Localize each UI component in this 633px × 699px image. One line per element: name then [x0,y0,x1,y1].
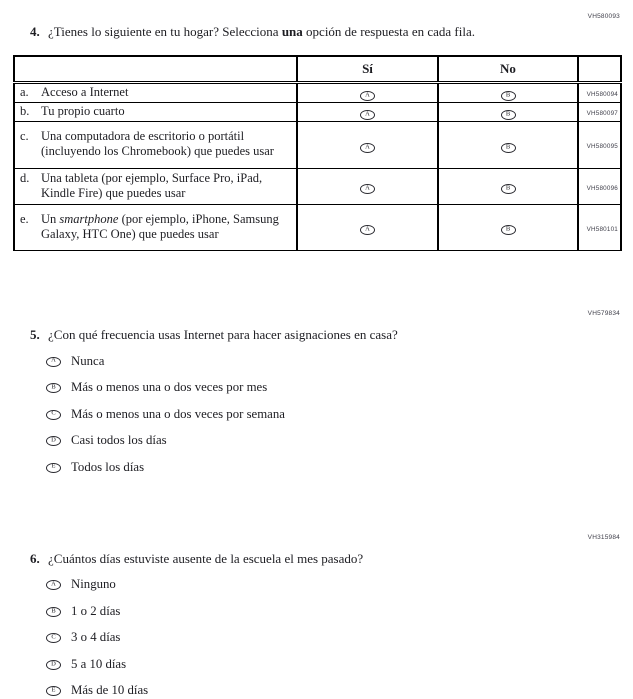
q5-option-d [46,433,620,449]
row-c-letter: c. [20,129,29,144]
row-e-no-cell [438,204,578,250]
column-header-item [14,56,297,82]
row-a-label-text: Acceso a Internet [41,84,129,99]
q6-option-c-oval[interactable] [46,633,61,643]
oval-letter: A [365,184,370,192]
q6-option-a-label: Ninguno [71,577,116,592]
row-e-label [41,212,290,242]
table-row-c [14,121,621,168]
item-code-q6: VH315984 [587,533,620,541]
q6-option-b-label: 1 o 2 días [71,603,121,618]
oval-letter: B [505,143,511,151]
question-4-text [48,24,620,40]
row-e-label-post: (por ejemplo, iPhone, Samsung Galaxy, HTC One) que puedes usar [41,211,279,241]
oval-letter: B [505,225,511,233]
row-e-letter: e. [20,211,29,226]
question-5-text: ¿Con qué frecuencia usas Internet para hacer asignaciones en casa? [48,326,398,342]
row-d-no-oval[interactable] [501,184,516,194]
q5-option-e-label: Todos los días [71,459,145,474]
row-c-label-text: Una computadora de escritorio o portátil (incluyendo los Chromebook) que puedes usar [41,129,274,159]
oval-letter: E [51,462,56,470]
question-6-options [46,577,620,699]
item-code-row [13,0,620,23]
row-a-label [41,85,290,100]
row-a-item [14,82,297,102]
row-c-code: VH580095 [586,143,618,151]
row-b-label-text: Tu propio cuarto [41,103,125,118]
column-header-no: No [438,56,578,82]
column-header-yes: Sí [297,56,438,82]
row-c-no-oval[interactable] [501,143,516,153]
q6-option-b [46,604,620,620]
row-a-code: VH580094 [586,91,618,99]
q6-option-d-label: 5 a 10 días [71,656,127,671]
q6-option-b-oval[interactable] [46,607,61,617]
oval-letter: E [51,686,56,694]
row-b-letter: b. [20,103,30,118]
row-e-code: VH580101 [586,225,618,233]
item-code-row [13,302,620,320]
row-a-letter: a. [20,84,29,99]
q5-option-c [46,407,620,423]
oval-letter: A [365,143,370,151]
row-e-no-oval[interactable] [501,225,516,235]
q4-answer-table [13,55,622,251]
question-6-text: ¿Cuántos días estuviste ausente de la escuela el mes pasado? [48,550,364,566]
row-d-no-cell [438,168,578,204]
row-a-yes-cell [297,82,438,102]
q5-option-b-oval[interactable] [46,383,61,393]
row-e-label-text: Un [41,211,60,226]
q6-option-c [46,630,620,646]
row-c-code-cell [578,121,621,168]
oval-letter: A [51,356,56,364]
question-4-text-before: ¿Tienes lo siguiente en tu hogar? Selecciona [48,24,282,39]
q5-option-a-oval[interactable] [46,357,61,367]
question-4-text-bold: una [281,24,303,39]
oval-letter: A [365,110,370,118]
row-e-label-italic: smartphone [59,211,119,226]
question-6 [13,551,620,567]
q5-option-a [46,354,620,370]
oval-letter: B [505,184,511,192]
q5-option-b [46,380,620,396]
oval-letter: D [51,436,56,444]
row-a-yes-oval[interactable] [360,91,375,101]
row-c-item [14,121,297,168]
q6-option-d-oval[interactable] [46,660,61,670]
row-d-label-text: Una tableta (por ejemplo, Surface Pro, iPad, Kindle Fire) que puedes usar [41,170,263,200]
row-b-no-cell [438,102,578,121]
column-header-code [578,56,621,82]
oval-letter: A [365,91,370,99]
row-b-code: VH580097 [586,110,618,118]
q6-option-c-label: 3 o 4 días [71,630,121,645]
row-d-code: VH580096 [586,184,618,192]
q5-option-e-oval[interactable] [46,463,61,473]
row-b-yes-oval[interactable] [360,110,375,120]
row-b-code-cell [578,102,621,121]
question-4-number: 4. [30,24,40,39]
row-e-item [14,204,297,250]
question-6-number: 6. [30,550,40,566]
item-code-row [13,526,620,544]
row-d-letter: d. [20,170,30,185]
q5-option-b-label: Más o menos una o dos veces por mes [71,380,268,394]
oval-letter: A [51,580,56,588]
row-d-yes-cell [297,168,438,204]
q5-option-c-label: Más o menos una o dos veces por semana [71,406,285,421]
row-c-yes-oval[interactable] [360,143,375,153]
oval-letter: D [51,660,56,667]
question-4-text-after: opción de respuesta en cada fila. [302,24,475,39]
oval-letter: B [505,91,511,99]
item-code-q4: VH580093 [587,13,620,20]
row-b-item [14,102,297,121]
row-d-label [41,171,290,201]
row-d-item [14,168,297,204]
question-5 [13,327,620,343]
oval-letter: C [51,633,56,641]
oval-letter: C [51,409,56,417]
table-row-d [14,168,621,204]
q6-option-a-oval[interactable] [46,580,61,590]
row-e-code-cell [578,204,621,250]
row-d-yes-oval[interactable] [360,184,375,194]
q6-option-d [46,657,620,673]
q5-option-d-label: Casi todos los días [71,433,167,447]
row-b-label [41,104,290,119]
row-c-yes-cell [297,121,438,168]
table-row-e [14,204,621,250]
table-header-row [14,56,621,82]
question-4 [13,24,620,40]
table-row-b [14,102,621,121]
oval-letter: B [51,607,56,614]
row-a-code-cell [578,82,621,102]
q6-option-e-oval[interactable] [46,686,61,696]
row-c-no-cell [438,121,578,168]
row-b-yes-cell [297,102,438,121]
oval-letter: B [51,383,56,391]
q5-option-e [46,460,620,476]
row-a-no-cell [438,82,578,102]
row-e-yes-oval[interactable] [360,225,375,235]
item-code-q5: VH579834 [587,309,620,317]
row-c-label [41,129,290,159]
row-b-no-oval[interactable] [501,110,516,120]
q6-option-e [46,683,620,699]
oval-letter: A [365,225,370,233]
q6-option-e-label: Más de 10 días [71,683,149,698]
oval-letter: B [505,110,511,118]
q5-option-d-oval[interactable] [46,436,61,446]
question-5-options [46,354,620,476]
q6-option-a [46,577,620,593]
row-a-no-oval[interactable] [501,91,516,101]
row-d-code-cell [578,168,621,204]
row-e-yes-cell [297,204,438,250]
table-row-a [14,82,621,102]
q5-option-a-label: Nunca [71,353,105,368]
q5-option-c-oval[interactable] [46,410,61,420]
question-5-number: 5. [30,326,40,342]
